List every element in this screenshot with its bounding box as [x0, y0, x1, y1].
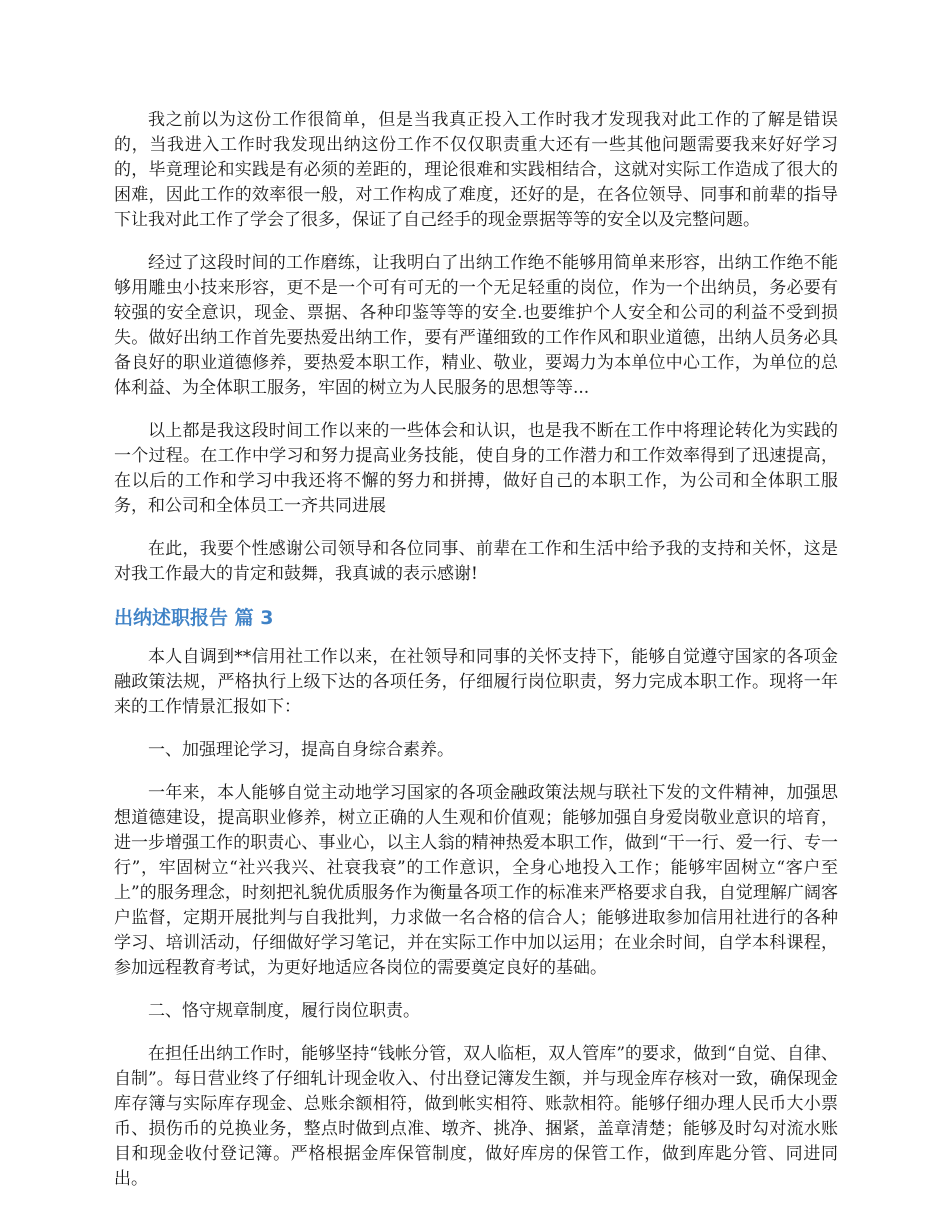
document-page	[114, 108, 838, 1210]
body-paragraph: 在此，我要个性感谢公司领导和各位同事、前辈在工作和生活中给予我的支持和关怀，这是对我工作最大的肯定和鼓舞，我真诚的表示感谢!	[114, 539, 838, 584]
body-paragraph: 本人自调到**信用社工作以来，在社领导和同事的关怀支持下，能够自觉遵守国家的各项金融政策法规，严格执行上级下达的各项任务，仔细履行岗位职责，努力完成本职工作。现将一年来的工作情景汇报如下：	[114, 647, 838, 717]
body-paragraph: 一年来，本人能够自觉主动地学习国家的各项金融政策法规与联社下发的文件精神，加强思想道德建设，提高职业修养，树立正确的人生观和价值观；能够加强自身爱岗敬业意识的培育，进一步增强工作的职责心、事业心，以主人翁的精神热爱本职工作，做到“干一行、爱一行、专一行”，牢固树立“社兴我兴、社衰我衰”的工作意识，全身心地投入工作；能够牢固树立“客户至上”的服务理念，时刻把礼貌优质服务作为衡量各项工作的标准来严格要求自我，自觉理解广阔客户监督，定期开展批判与自我批判，力求做一名合格的信合人；能够进取参加信用社进行的各种学习、培训活动，仔细做好学习笔记，并在实际工作中加以运用；在业余时间，自学本科课程，参加远程教育考试，为更好地适应各岗位的需要奠定良好的基础。	[114, 783, 838, 978]
body-paragraph: 我之前以为这份工作很简单，但是当我真正投入工作时我才发现我对此工作的了解是错误的，当我进入工作时我发现出纳这份工作不仅仅职责重大还有一些其他问题需要我来好好学习的，毕竟理论和实践是有必须的差距的，理论很难和实践相结合，这就对实际工作造成了很大的困难，因此工作的效率很一般，对工作构成了难度，还好的是，在各位领导、同事和前辈的指导下让我对此工作了学会了很多，保证了自己经手的现金票据等等的安全以及完整问题。	[114, 110, 838, 230]
subsection-heading: 一、加强理论学习，提高自身综合素养。	[148, 740, 454, 760]
section-heading: 出纳述职报告 篇 3	[114, 607, 274, 629]
body-paragraph: 以上都是我这段时间工作以来的一些体会和认识，也是我不断在工作中将理论转化为实践的一个过程。在工作中学习和努力提高业务技能，使自身的工作潜力和工作效率得到了迅速提高，在以后的工作和学习中我还将不懈的努力和拼搏，做好自己的本职工作，为公司和全体职工服务，和公司和全体员工一齐共同进展	[114, 421, 838, 516]
body-paragraph: 在担任出纳工作时，能够坚持“钱帐分管，双人临柜，双人管库”的要求，做到“自觉、自律、自制”。每日营业终了仔细轧计现金收入、付出登记簿发生额，并与现金库存核对一致，确保现金库存簿与实际库存现金、总账余额相符，做到帐实相符、账款相符。能够仔细办理人民币大小票币、损伤币的兑换业务，整点时做到点准、墩齐、挑净、捆紧，盖章清楚；能够及时勾对流水账目和现金收付登记簿。严格根据金库保管制度，做好库房的保管工作，做到库匙分管、同进同出。	[114, 1044, 838, 1189]
body-paragraph: 经过了这段时间的工作磨练，让我明白了出纳工作绝不能够用简单来形容，出纳工作绝不能够用雕虫小技来形容，更不是一个可有可无的一个无足轻重的岗位，作为一个出纳员，务必要有较强的安全意识，现金、票据、各种印鉴等等的安全.也要维护个人安全和公司的利益不受到损失。做好出纳工作首先要热爱出纳工作，要有严谨细致的工作作风和职业道德，出纳人员务必具备良好的职业道德修养，要热爱本职工作，精业、敬业，要竭力为本单位中心工作，为单位的总体利益、为全体职工服务，牢固的树立为人民服务的思想等等...	[114, 253, 838, 398]
subsection-heading: 二、恪守规章制度，履行岗位职责。	[148, 1001, 420, 1021]
